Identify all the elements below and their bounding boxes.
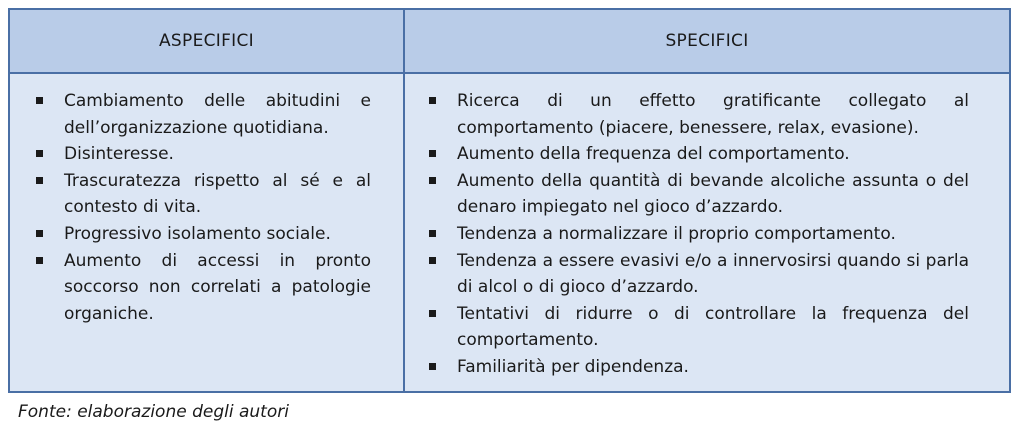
list-item [425, 88, 969, 141]
square-bullet-icon [36, 230, 43, 237]
header-specifici: SPECIFICI [665, 31, 749, 51]
list-item [32, 168, 371, 221]
list-item-text: Disinteresse. [64, 144, 174, 165]
list-item [425, 141, 969, 168]
aspecifici-list [32, 88, 371, 327]
list-item-text: Ricerca di un effetto gratificante collegato al comportamento (piacere, benessere, relax, evasione). [457, 91, 969, 138]
list-item [425, 248, 969, 301]
list-item-text: Tentativi di ridurre o di controllare la frequenza del comportamento. [457, 303, 969, 351]
aspecifici-cell [10, 74, 403, 391]
specifici-list [425, 88, 969, 381]
square-bullet-icon [429, 150, 436, 157]
list-item [425, 354, 969, 381]
list-item-text: Aumento di accessi in pronto soccorso non correlati a patologie organiche. [64, 250, 371, 324]
source-caption: Fonte: elaborazione degli autori [18, 402, 289, 422]
comparison-table [8, 8, 1011, 393]
square-bullet-icon [36, 97, 43, 104]
square-bullet-icon [36, 257, 43, 264]
list-item [32, 248, 371, 328]
list-item-text: Aumento della frequenza del comportamento. [457, 144, 850, 165]
list-item [425, 221, 969, 248]
square-bullet-icon [429, 310, 436, 317]
square-bullet-icon [429, 363, 436, 370]
list-item [425, 168, 969, 221]
list-item-text: Tendenza a essere evasivi e/o a innervosirsi quando si parla di alcol o di gioco d’azzardo. [457, 250, 969, 298]
square-bullet-icon [36, 177, 43, 184]
list-item-text: Aumento della quantità di bevande alcoliche assunta o del denaro impiegato nel gioco d’azzardo. [457, 170, 969, 218]
list-item-text: Trascuratezza rispetto al sé e al contesto di vita. [64, 170, 371, 218]
table-header-row [10, 10, 1009, 74]
square-bullet-icon [429, 257, 436, 264]
square-bullet-icon [429, 177, 436, 184]
header-aspecifici: ASPECIFICI [159, 31, 254, 51]
square-bullet-icon [429, 97, 436, 104]
list-item [32, 141, 371, 168]
list-item-text: Familiarità per dipendenza. [457, 356, 689, 377]
list-item-text: Cambiamento delle abitudini e dell’organizzazione quotidiana. [64, 91, 371, 138]
list-item-text: Progressivo isolamento sociale. [64, 223, 331, 244]
square-bullet-icon [429, 230, 436, 237]
list-item [425, 301, 969, 354]
list-item [32, 221, 371, 248]
specifici-cell [405, 74, 1009, 391]
list-item [32, 88, 371, 141]
square-bullet-icon [36, 150, 43, 157]
list-item-text: Tendenza a normalizzare il proprio comportamento. [457, 223, 896, 244]
